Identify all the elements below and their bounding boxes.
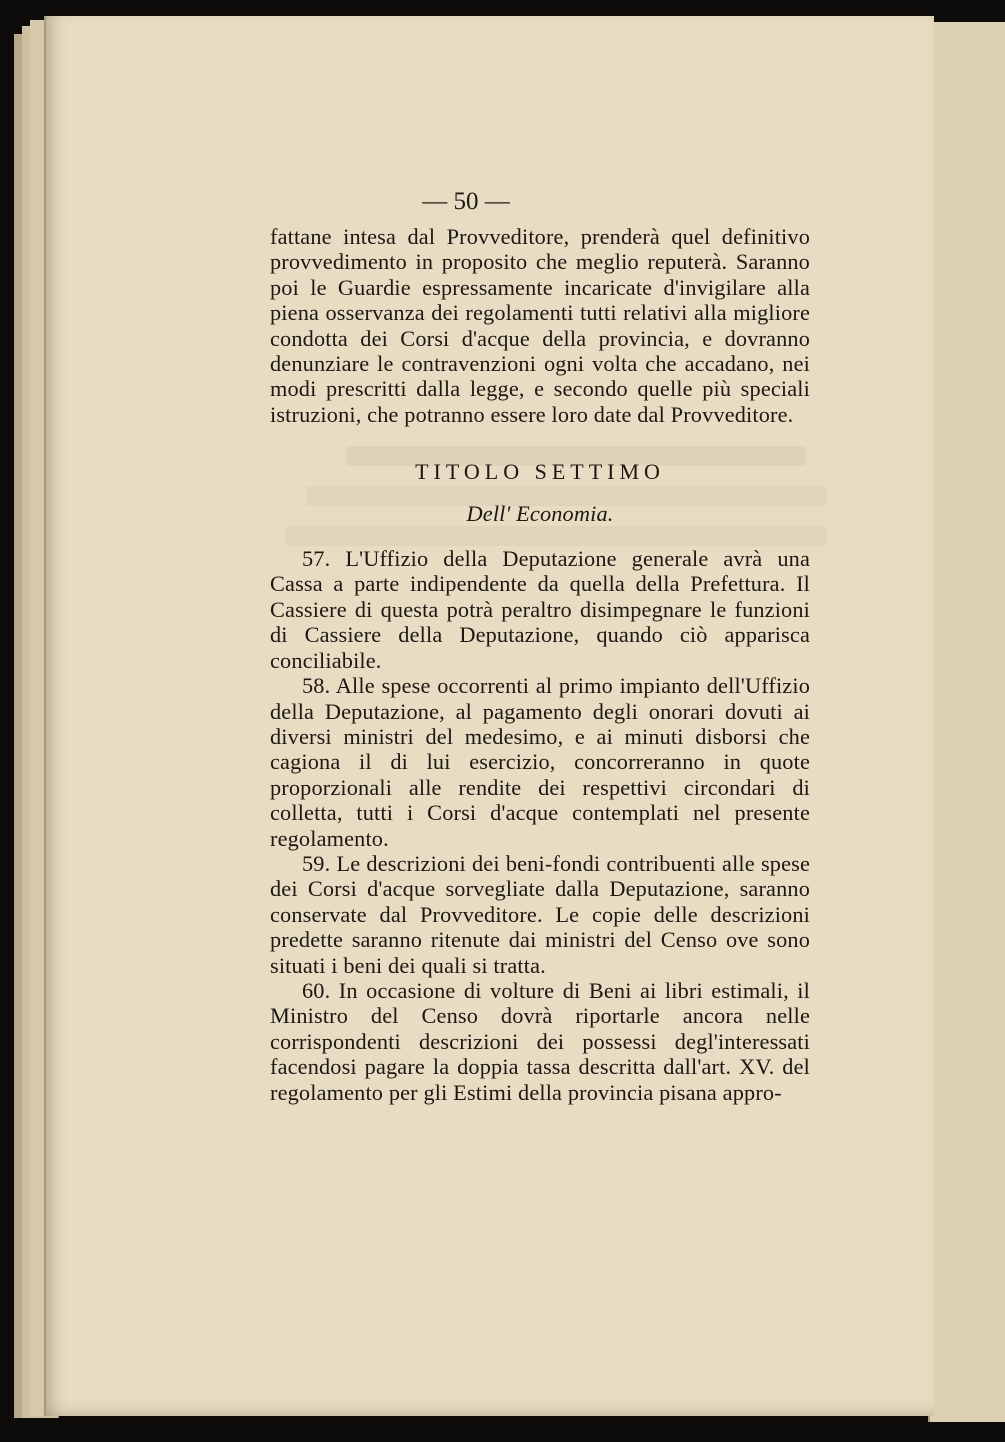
article-57: 57. L'Uffizio della Deputazione generale avrà una Cassa a parte indipendente da quella della Prefettura. Il Cassiere di questa potrà peraltro disimpegnare le funzioni di Cassiere della Deputazione, quando ciò apparisca conciliabile. <box>270 546 810 673</box>
book-page <box>44 16 934 1416</box>
section-title: TITOLO SETTIMO <box>415 459 665 485</box>
opening-paragraph: fattane intesa dal Provveditore, prenderà quel definitivo provvedimento in proposito che meglio reputerà. Saranno poi le Guardie espressamente incaricate d'invigilare alla piena osservanza dei regolamenti tutti relativi alla migliore condotta dei Corsi d'acque della provincia, e dovranno denunziare le contravenzioni ogni volta che accadano, nei modi prescritti dalla legge, e secondo quelle più speciali istruzioni, che potranno essere loro date dal Provveditore. <box>270 224 810 427</box>
page-number: — 50 — <box>422 188 510 215</box>
article-58: 58. Alle spese occorrenti al primo impianto dell'Uffizio della Deputazione, al pagamento degli onorari dovuti ai diversi ministri del medesimo, e ai minuti disborsi che cagiona il di lui esercizio, concorreranno in quote proporzionali alle rendite dei respettivi circondari di colletta, tutti i Corsi d'acque contemplati nel presente regolamento. <box>270 673 810 851</box>
body-text <box>270 224 810 1105</box>
article-59: 59. Le descrizioni dei beni-fondi contribuenti alle spese dei Corsi d'acque sorvegliate dalla Deputazione, saranno conservate dal Provveditore. Le copie delle descrizioni predette saranno ritenute dai ministri del Censo ove sono situati i beni dei quali si tratta. <box>270 850 810 978</box>
article-60: 60. In occasione di volture di Beni ai libri estimali, il Ministro del Censo dovrà riportarle ancora nelle corrispondenti descrizioni dei possessi degl'interessati facendosi pagare la doppia tassa descritta dall'art. XV. del regolamento per gli Estimi della provincia pisana appro- <box>270 977 810 1105</box>
adjacent-page <box>928 22 1005 1422</box>
section-subtitle: Dell' Economia. <box>466 500 614 526</box>
